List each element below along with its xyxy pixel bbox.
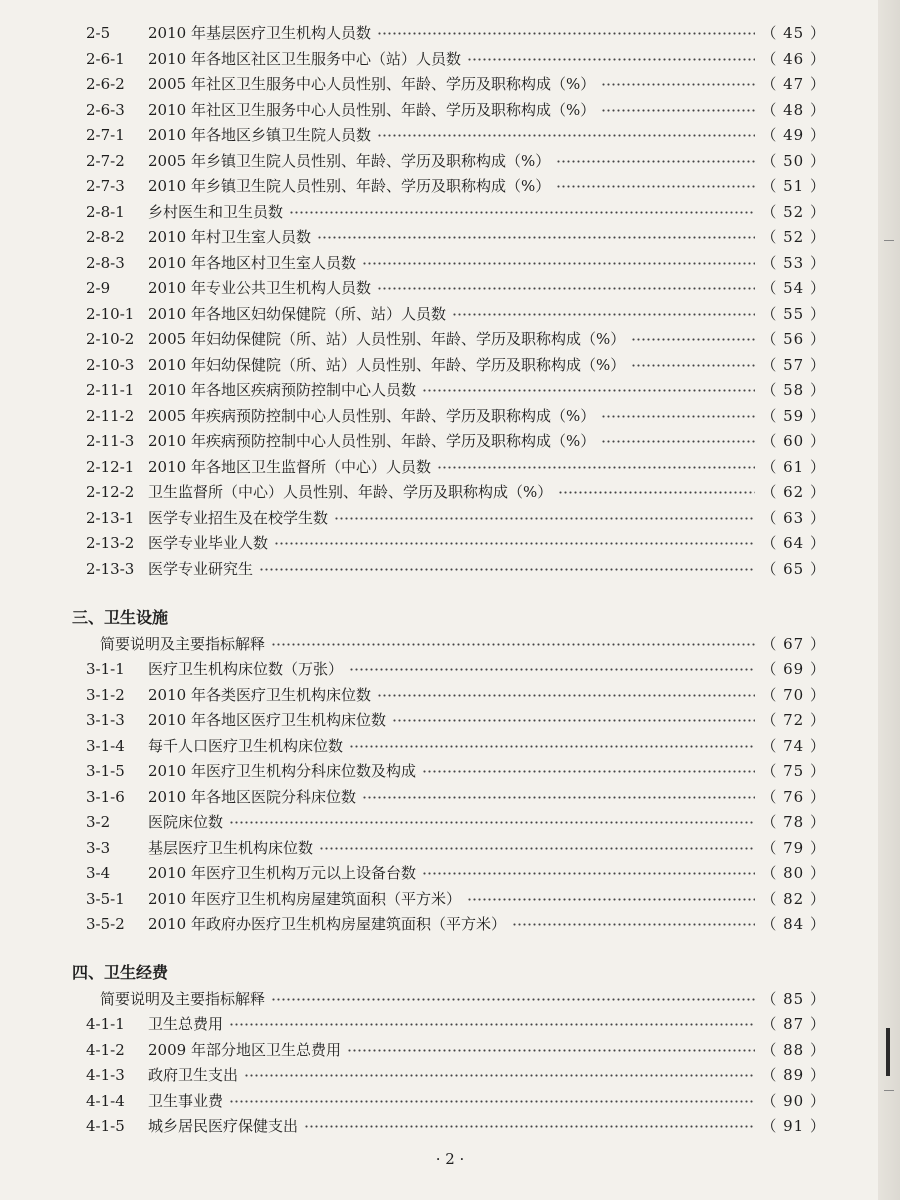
dot-leader — [274, 531, 755, 556]
dot-leader — [601, 404, 755, 429]
toc-title: 2010 年各地区疾病预防控制中心人员数 — [148, 381, 416, 399]
toc-entry-number: 2-8-1 — [86, 202, 125, 221]
toc-entry[interactable] — [86, 251, 826, 276]
dot-leader — [271, 987, 755, 1012]
toc-title: 2010 年各地区医院分科床位数 — [148, 787, 356, 806]
toc-title: 2010 年疾病预防控制中心人员性别、年龄、学历及职称构成（%） — [148, 432, 596, 450]
toc-entry[interactable] — [86, 72, 826, 97]
toc-page-number: （ 63 ） — [761, 508, 826, 527]
toc-page-number: （ 69 ） — [761, 660, 826, 678]
toc-page-number: （ 82 ） — [761, 889, 826, 908]
toc-entry-number: 2-6-2 — [86, 75, 125, 93]
edge-mark — [886, 1028, 890, 1076]
dot-leader — [259, 557, 755, 582]
toc-entry-number: 2-10-2 — [86, 330, 135, 348]
toc-page-number: （ 47 ） — [761, 75, 826, 93]
toc-entry-number: 2-6-1 — [86, 49, 125, 68]
toc-entry-number: 3-1-5 — [86, 762, 125, 780]
toc-entry[interactable] — [86, 759, 826, 784]
toc-title: 2010 年各地区村卫生室人员数 — [148, 253, 356, 272]
toc-entry[interactable] — [86, 810, 826, 835]
toc-entry-number: 4-1-4 — [86, 1091, 125, 1110]
toc-entry-number: 2-7-3 — [86, 177, 125, 195]
toc-entry-number: 4-1-1 — [86, 1015, 125, 1033]
toc-title: 卫生事业费 — [148, 1091, 224, 1110]
toc-entry-number: 2-8-2 — [86, 228, 125, 246]
toc-entry[interactable] — [86, 657, 826, 682]
toc-entry-number: 3-2 — [86, 813, 111, 831]
toc-page-number: （ 59 ） — [761, 406, 826, 425]
toc-page-number: （ 87 ） — [761, 1015, 826, 1033]
toc-entry[interactable] — [86, 353, 826, 378]
toc-entry-number: 3-1-1 — [86, 660, 125, 678]
toc-page-number: （ 54 ） — [761, 279, 826, 297]
toc-page-number: （ 78 ） — [761, 813, 826, 831]
section-4-intro-row[interactable] — [100, 987, 826, 1012]
toc-entry-number: 2-12-2 — [86, 483, 135, 501]
adjacent-page-edge — [878, 0, 900, 1200]
toc-entry-number: 4-1-2 — [86, 1040, 125, 1059]
toc-title: 2010 年各地区医疗卫生机构床位数 — [148, 711, 386, 729]
toc-title: 2010 年医疗卫生机构分科床位数及构成 — [148, 762, 416, 780]
toc-page-number: （ 91 ） — [761, 1117, 826, 1135]
toc-page-number: （ 90 ） — [761, 1091, 826, 1110]
toc-entry[interactable] — [86, 836, 826, 861]
toc-entry-number: 2-11-3 — [86, 432, 135, 450]
dot-leader — [558, 480, 755, 505]
toc-entry-number: 2-7-2 — [86, 151, 125, 170]
dot-leader — [349, 657, 755, 682]
toc-entry[interactable] — [86, 225, 826, 250]
dot-leader — [244, 1063, 755, 1088]
toc-entry-number: 2-13-2 — [86, 534, 135, 552]
toc-page-number: （ 57 ） — [761, 355, 826, 374]
toc-page-number: （ 79 ） — [761, 838, 826, 857]
toc-title: 2010 年各地区卫生监督所（中心）人员数 — [148, 457, 431, 476]
dot-leader — [377, 123, 755, 148]
dot-leader — [467, 887, 755, 912]
toc-entry-number: 2-13-3 — [86, 559, 135, 578]
toc-entry[interactable] — [86, 429, 826, 454]
toc-page-number: （ 89 ） — [761, 1066, 826, 1084]
dot-leader — [349, 734, 755, 759]
dot-leader — [601, 429, 755, 454]
toc-entry-number: 2-10-3 — [86, 355, 135, 374]
dot-leader — [362, 785, 755, 810]
toc-entry[interactable] — [86, 861, 826, 886]
toc-title: 2010 年各地区妇幼保健院（所、站）人员数 — [148, 304, 446, 323]
toc-entry[interactable] — [86, 1063, 826, 1088]
dot-leader — [271, 632, 755, 657]
toc-title: 医疗卫生机构床位数（万张） — [148, 660, 344, 678]
toc-page-number: （ 60 ） — [761, 432, 826, 450]
dot-leader — [631, 327, 755, 352]
toc-title: 城乡居民医疗保健支出 — [148, 1117, 299, 1135]
dot-leader — [422, 378, 755, 403]
toc-entry[interactable] — [86, 276, 826, 301]
toc-page-number: （ 58 ） — [761, 381, 826, 399]
toc-entry[interactable] — [86, 1089, 826, 1114]
dot-leader — [437, 455, 755, 480]
toc-title: 2010 年各地区社区卫生服务中心（站）人员数 — [148, 49, 461, 68]
section-4-heading: 四、卫生经费 — [72, 963, 169, 982]
toc-title: 2010 年村卫生室人员数 — [148, 228, 311, 246]
toc-title: 每千人口医疗卫生机构床位数 — [148, 736, 344, 755]
edge-tick — [884, 1090, 894, 1091]
toc-title: 2005 年社区卫生服务中心人员性别、年龄、学历及职称构成（%） — [148, 75, 596, 93]
toc-title: 2010 年乡镇卫生院人员性别、年龄、学历及职称构成（%） — [148, 177, 551, 195]
page-number: · 2 · — [435, 1150, 465, 1168]
toc-title: 卫生监督所（中心）人员性别、年龄、学历及职称构成（%） — [148, 483, 553, 501]
toc-entry-number: 3-1-3 — [86, 711, 125, 729]
toc-page-number: （ 80 ） — [761, 864, 826, 882]
toc-entry[interactable] — [86, 200, 826, 225]
toc-entry-number: 2-12-1 — [86, 457, 135, 476]
toc-title: 2010 年基层医疗卫生机构人员数 — [148, 24, 371, 42]
toc-entry[interactable] — [86, 174, 826, 199]
toc-title: 2005 年妇幼保健院（所、站）人员性别、年龄、学历及职称构成（%） — [148, 330, 626, 348]
toc-entry-number: 2-5 — [86, 24, 111, 42]
toc-page-number: （ 52 ） — [761, 228, 826, 246]
toc-page-number: （ 85 ） — [761, 990, 826, 1008]
dot-leader — [556, 174, 755, 199]
toc-entry[interactable] — [86, 734, 826, 759]
edge-tick — [884, 240, 894, 241]
toc-title: 2010 年医疗卫生机构万元以上设备台数 — [148, 864, 416, 882]
toc-entry[interactable] — [86, 683, 826, 708]
toc-entry[interactable] — [86, 302, 826, 327]
toc-entry[interactable] — [86, 1038, 826, 1063]
toc-title: 乡村医生和卫生员数 — [148, 202, 284, 221]
dot-leader — [631, 353, 755, 378]
dot-leader — [229, 1012, 755, 1037]
toc-entry[interactable] — [86, 531, 826, 556]
toc-entry-number: 2-11-2 — [86, 406, 135, 425]
dot-leader — [377, 276, 755, 301]
toc-entry-number: 2-10-1 — [86, 304, 135, 323]
toc-page-number: （ 51 ） — [761, 177, 826, 195]
toc-entry[interactable] — [86, 149, 826, 174]
dot-leader — [467, 47, 755, 72]
toc-title: 医学专业毕业人数 — [148, 534, 269, 552]
toc-entry[interactable] — [86, 378, 826, 403]
toc-entry[interactable] — [86, 98, 826, 123]
toc-title: 2005 年乡镇卫生院人员性别、年龄、学历及职称构成（%） — [148, 151, 551, 170]
toc-entry[interactable] — [86, 887, 826, 912]
toc-entry-number: 3-3 — [86, 838, 111, 857]
toc-title: 2010 年各地区乡镇卫生院人员数 — [148, 126, 371, 144]
toc-entry[interactable] — [86, 404, 826, 429]
section-3-intro-row[interactable] — [100, 632, 826, 657]
toc-entry[interactable] — [86, 785, 826, 810]
toc-title: 基层医疗卫生机构床位数 — [148, 838, 314, 857]
dot-leader — [392, 708, 755, 733]
toc-title: 2010 年妇幼保健院（所、站）人员性别、年龄、学历及职称构成（%） — [148, 355, 626, 374]
dot-leader — [229, 1089, 755, 1114]
toc-title: 医学专业招生及在校学生数 — [148, 508, 329, 527]
toc-page-number: （ 75 ） — [761, 762, 826, 780]
toc-entry[interactable] — [86, 708, 826, 733]
toc-title: 政府卫生支出 — [148, 1066, 239, 1084]
toc-page-number: （ 46 ） — [761, 49, 826, 68]
toc-page-number: （ 55 ） — [761, 304, 826, 323]
toc-page-number: （ 67 ） — [761, 635, 826, 653]
toc-page-number: （ 52 ） — [761, 202, 826, 221]
dot-leader — [556, 149, 755, 174]
toc-entry[interactable] — [86, 1012, 826, 1037]
dot-leader — [304, 1114, 755, 1139]
toc-page-number: （ 74 ） — [761, 736, 826, 755]
dot-leader — [347, 1038, 755, 1063]
dot-leader — [422, 759, 755, 784]
dot-leader — [362, 251, 755, 276]
toc-page-number: （ 70 ） — [761, 685, 826, 704]
toc-entry-number: 3-5-1 — [86, 889, 125, 908]
toc-page-number: （ 53 ） — [761, 253, 826, 272]
toc-page-number: （ 49 ） — [761, 126, 826, 144]
dot-leader — [512, 912, 755, 937]
toc-entry[interactable] — [86, 123, 826, 148]
toc-entry-number: 3-1-4 — [86, 736, 125, 755]
toc-page-number: （ 88 ） — [761, 1040, 826, 1059]
toc-entry[interactable] — [86, 47, 826, 72]
toc-entry[interactable] — [86, 480, 826, 505]
toc-entry[interactable] — [86, 506, 826, 531]
toc-entry[interactable] — [86, 327, 826, 352]
toc-page-number: （ 76 ） — [761, 787, 826, 806]
toc-title: 医院床位数 — [148, 813, 224, 831]
toc-title: 简要说明及主要指标解释 — [100, 635, 266, 653]
toc-entry[interactable] — [86, 912, 826, 937]
toc-title: 2010 年专业公共卫生机构人员数 — [148, 279, 371, 297]
dot-leader — [377, 21, 755, 46]
dot-leader — [289, 200, 755, 225]
toc-entry-number: 2-13-1 — [86, 508, 135, 527]
toc-title: 2010 年各类医疗卫生机构床位数 — [148, 685, 371, 704]
toc-entry-number: 4-1-5 — [86, 1117, 125, 1135]
toc-page-number: （ 45 ） — [761, 24, 826, 42]
toc-page-number: （ 64 ） — [761, 534, 826, 552]
toc-title: 2010 年政府办医疗卫生机构房屋建筑面积（平方米） — [148, 915, 506, 933]
toc-page-number: （ 56 ） — [761, 330, 826, 348]
toc-entry[interactable] — [86, 21, 826, 46]
toc-page-number: （ 72 ） — [761, 711, 826, 729]
toc-entry-number: 3-5-2 — [86, 915, 125, 933]
toc-title: 卫生总费用 — [148, 1015, 224, 1033]
toc-title: 简要说明及主要指标解释 — [100, 990, 266, 1008]
toc-title: 2009 年部分地区卫生总费用 — [148, 1040, 341, 1059]
toc-title: 2010 年医疗卫生机构房屋建筑面积（平方米） — [148, 889, 461, 908]
dot-leader — [377, 683, 755, 708]
toc-entry-number: 4-1-3 — [86, 1066, 125, 1084]
dot-leader — [422, 861, 755, 886]
dot-leader — [319, 836, 755, 861]
dot-leader — [317, 225, 755, 250]
toc-title: 医学专业研究生 — [148, 559, 254, 578]
dot-leader — [601, 72, 755, 97]
toc-page-number: （ 48 ） — [761, 100, 826, 119]
toc-entry-number: 3-1-6 — [86, 787, 125, 806]
toc-entry-number: 2-11-1 — [86, 381, 135, 399]
dot-leader — [452, 302, 755, 327]
toc-entry[interactable] — [86, 1114, 826, 1139]
toc-page-number: （ 61 ） — [761, 457, 826, 476]
dot-leader — [601, 98, 755, 123]
toc-page-number: （ 65 ） — [761, 559, 826, 578]
toc-entry-number: 3-4 — [86, 864, 111, 882]
toc-entry[interactable] — [86, 455, 826, 480]
toc-entry-number: 3-1-2 — [86, 685, 125, 704]
toc-page-number: （ 84 ） — [761, 915, 826, 933]
section-3-heading: 三、卫生设施 — [72, 608, 169, 627]
dot-leader — [334, 506, 755, 531]
toc-title: 2005 年疾病预防控制中心人员性别、年龄、学历及职称构成（%） — [148, 406, 596, 425]
toc-entry-number: 2-6-3 — [86, 100, 125, 119]
toc-entry[interactable] — [86, 557, 826, 582]
toc-entry-number: 2-9 — [86, 279, 111, 297]
toc-page-number: （ 50 ） — [761, 151, 826, 170]
toc-entry-number: 2-7-1 — [86, 126, 125, 144]
toc-title: 2010 年社区卫生服务中心人员性别、年龄、学历及职称构成（%） — [148, 100, 596, 119]
dot-leader — [229, 810, 755, 835]
toc-page-number: （ 62 ） — [761, 483, 826, 501]
toc-entry-number: 2-8-3 — [86, 253, 125, 272]
